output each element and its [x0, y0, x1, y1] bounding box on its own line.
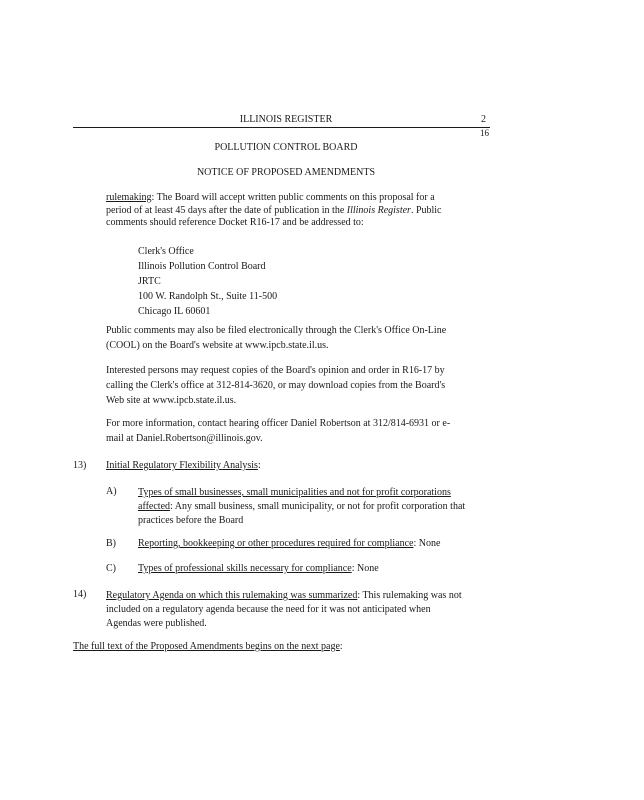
section-14-number: 14): [73, 589, 87, 600]
copies-paragraph: [106, 363, 445, 408]
intro-paragraph: [106, 192, 442, 230]
paragraph-line: calling the Clerk's office at 312-814-3620, or may download copies from the Board's: [106, 380, 446, 391]
item-c-label: C): [106, 563, 116, 574]
address-line: Illinois Pollution Control Board: [138, 261, 266, 272]
closing-text: The full text of the Proposed Amendments begins on the next page: [73, 641, 340, 652]
contact-paragraph: [106, 416, 450, 446]
item-b-label: B): [106, 538, 116, 549]
header-rule: [73, 127, 490, 128]
electronic-filing-paragraph: [106, 323, 446, 353]
section-14-text-2: included on a regulatory agenda because the need for it was not anticipated when: [106, 604, 431, 615]
address-line: Chicago IL 60601: [138, 306, 211, 317]
section-14-text: [106, 589, 462, 631]
item-a-heading-2: affected: [138, 501, 171, 512]
intro-line2-text: period of at least 45 days after the date of publication in the: [106, 204, 347, 216]
item-c-value: : None: [351, 563, 379, 574]
section-14-text-3: Agendas were published.: [106, 618, 207, 629]
address-block: [138, 244, 277, 319]
section-14-heading: Regulatory Agenda on which this rulemaking was summarized: [106, 590, 358, 601]
closing-colon: :: [339, 641, 343, 652]
agency-title: POLLUTION CONTROL BOARD: [214, 142, 358, 153]
page-number: 2: [481, 114, 486, 125]
section-13-heading-text: Initial Regulatory Flexibility Analysis: [106, 460, 258, 471]
item-a-text: [138, 486, 465, 528]
paragraph-line: mail at Daniel.Robertson@illinois.gov.: [106, 433, 263, 444]
intro-register-italic: Illinois Register: [346, 204, 411, 216]
item-c-heading: Types of professional skills necessary for compliance: [138, 563, 352, 574]
paragraph-line: Web site at www.ipcb.state.il.us.: [106, 395, 237, 406]
paragraph-line: (COOL) on the Board's website at www.ipcb.state.il.us.: [106, 340, 329, 351]
intro-line2-end: . Public: [410, 204, 442, 216]
item-b-text: [138, 538, 440, 551]
address-line: Clerk's Office: [138, 246, 194, 257]
year-code: 16: [480, 128, 489, 138]
notice-title: NOTICE OF PROPOSED AMENDMENTS: [196, 167, 376, 178]
address-line: 100 W. Randolph St., Suite 11-500: [138, 291, 278, 302]
section-13-colon: :: [257, 460, 261, 471]
item-a-text-3: practices before the Board: [138, 515, 244, 526]
register-title: ILLINOIS REGISTER: [239, 114, 333, 125]
address-line: JRTC: [138, 276, 161, 287]
item-b-heading: Reporting, bookkeeping or other procedures required for compliance: [138, 538, 414, 549]
paragraph-line: For more information, contact hearing officer Daniel Robertson at 312/814-6931 or e-: [106, 418, 451, 429]
section-13-number: 13): [73, 460, 87, 471]
closing-line: [73, 641, 343, 654]
paragraph-line: Interested persons may request copies of the Board's opinion and order in R16-17 by: [106, 365, 445, 376]
item-a-text-2: : Any small business, small municipality, or not for profit corporation that: [170, 501, 466, 512]
section-14-text-1: : This rulemaking was not: [357, 590, 462, 601]
intro-line1-text: : The Board will accept written public comments on this proposal for a: [151, 192, 435, 203]
item-a-label: A): [106, 486, 117, 497]
section-13-heading: [106, 460, 261, 473]
item-b-value: : None: [413, 538, 441, 549]
intro-line3-text: comments should reference Docket R16-17 and be addressed to:: [106, 217, 364, 228]
item-c-text: [138, 563, 379, 576]
intro-heading: rulemaking: [106, 192, 152, 203]
item-a-heading-1: Types of small businesses, small municipalities and not for profit corporations: [138, 487, 451, 498]
paragraph-line: Public comments may also be filed electronically through the Clerk's Office On-Line: [106, 325, 447, 336]
